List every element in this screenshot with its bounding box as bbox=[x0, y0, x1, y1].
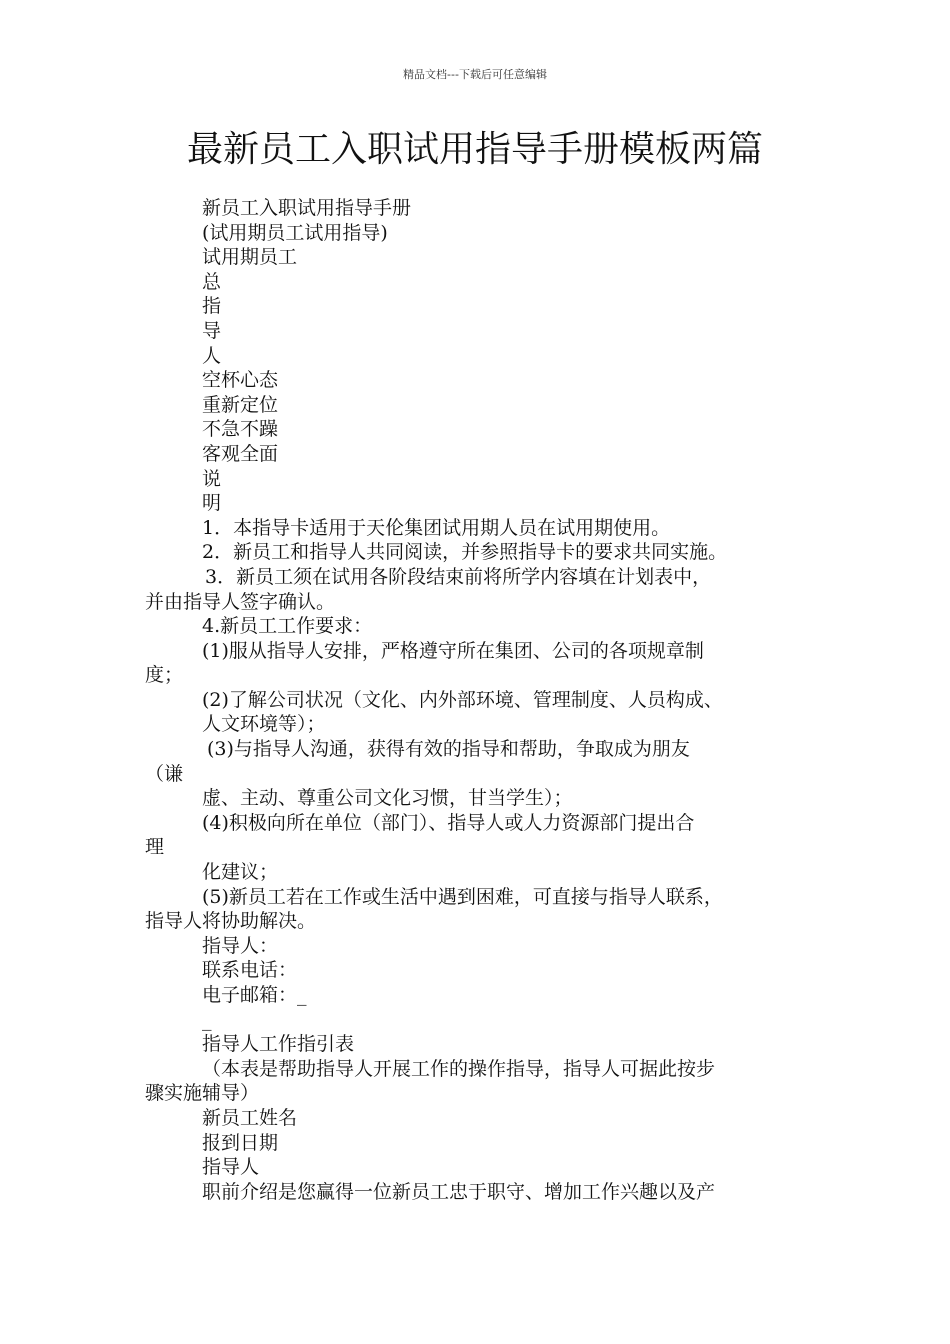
body-line: 化建议； bbox=[202, 861, 279, 884]
body-line: 指导人工作指引表 bbox=[202, 1033, 355, 1056]
body-line: (3)与指导人沟通，获得有效的指导和帮助，争取成为朋友 bbox=[207, 738, 690, 761]
body-line: (5)新员工若在工作或生活中遇到困难，可直接与指导人联系， bbox=[202, 885, 723, 908]
body-line: 并由指导人签字确认。 bbox=[145, 590, 336, 613]
body-line: 指 bbox=[202, 295, 222, 318]
body-line: 度； bbox=[145, 664, 184, 687]
body-line: 重新定位 bbox=[202, 393, 279, 416]
body-line: 2．新员工和指导人共同阅读，并参照指导卡的要求共同实施。 bbox=[202, 541, 728, 564]
body-line: 明 bbox=[202, 492, 222, 515]
body-line: 3．新员工须在试用各阶段结束前将所学内容填在计划表中， bbox=[205, 565, 712, 588]
body-line: 指导人将协助解决。 bbox=[145, 910, 317, 933]
body-line: (4)积极向所在单位（部门）、指导人或人力资源部门提出合 bbox=[202, 811, 695, 834]
body-line: (2)了解公司状况（文化、内外部环境、管理制度、人员构成、 bbox=[202, 688, 723, 711]
body-line: 指导人 bbox=[202, 1156, 260, 1179]
body-line: 人文环境等）； bbox=[202, 713, 326, 736]
body-line: 试用期员工 bbox=[202, 246, 298, 269]
body-line: 人 bbox=[202, 344, 222, 367]
body-line: 4.新员工工作要求： bbox=[202, 615, 373, 638]
body-line: （本表是帮助指导人开展工作的操作指导，指导人可据此按步 bbox=[202, 1057, 716, 1080]
body-line: _ bbox=[202, 1008, 212, 1031]
body-line: 客观全面 bbox=[202, 442, 279, 465]
body-line: (1)服从指导人安排，严格遵守所在集团、公司的各项规章制 bbox=[202, 639, 704, 662]
body-line: 报到日期 bbox=[202, 1131, 279, 1154]
body-line: 虚、主动、尊重公司文化习惯，甘当学生）； bbox=[202, 787, 573, 810]
body-line: 电子邮箱：_ bbox=[202, 984, 307, 1006]
page-header-note: 精品文档---下载后可任意编辑 bbox=[403, 68, 547, 81]
document-title: 最新员工入职试用指导手册模板两篇 bbox=[186, 129, 763, 170]
body-line: 新员工入职试用指导手册 bbox=[202, 197, 412, 219]
body-line: 联系电话： bbox=[202, 959, 298, 982]
document-body bbox=[145, 196, 815, 1204]
body-line: （谦 bbox=[145, 762, 184, 785]
body-line: (试用期员工试用指导) bbox=[202, 221, 388, 244]
body-line: 1．本指导卡适用于天伦集团试用期人员在试用期使用。 bbox=[202, 516, 671, 539]
body-line: 职前介绍是您赢得一位新员工忠于职守、增加工作兴趣以及产 bbox=[202, 1180, 716, 1203]
body-line: 总 bbox=[202, 270, 222, 293]
body-line: 说 bbox=[202, 467, 222, 490]
body-line: 不急不躁 bbox=[202, 418, 279, 441]
body-line: 指导人： bbox=[202, 934, 279, 957]
body-line: 导 bbox=[202, 319, 222, 342]
body-line: 新员工姓名 bbox=[202, 1106, 298, 1129]
body-line: 理 bbox=[145, 836, 165, 859]
body-line: 骤实施辅导） bbox=[145, 1082, 260, 1105]
body-line: 空杯心态 bbox=[202, 369, 279, 392]
